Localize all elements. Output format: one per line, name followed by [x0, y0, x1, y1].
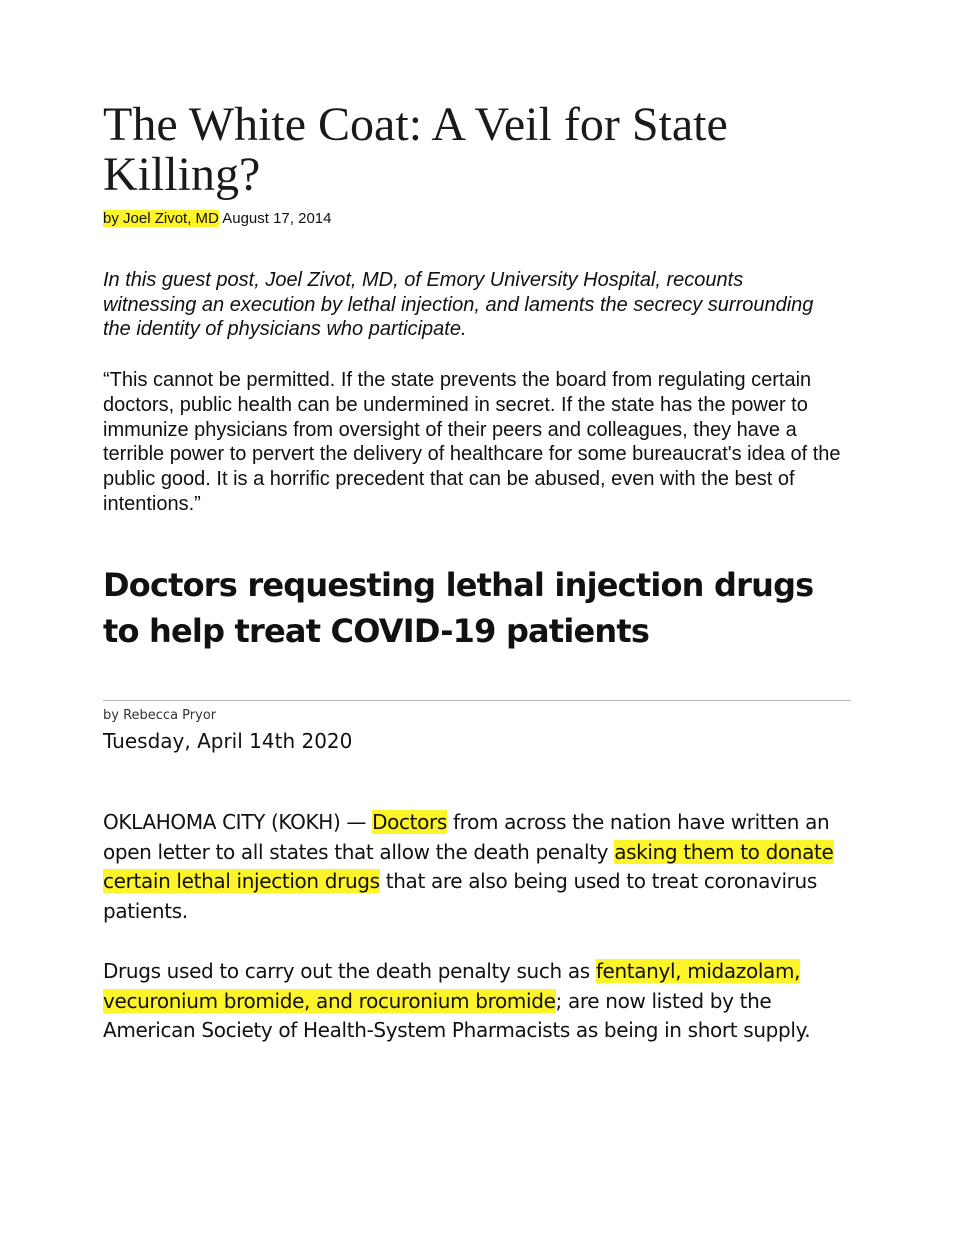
text-segment: from across the nation have written an open letter to all states that allow the death penalty	[103, 810, 830, 864]
highlighted-text: asking them to donate certain lethal injection drugs	[103, 839, 834, 893]
byline	[103, 210, 331, 228]
news-headline: Doctors requesting lethal injection drugs to help treat COVID-19 patients	[103, 566, 814, 650]
news-paragraph-1	[103, 808, 853, 926]
news-date: Tuesday, April 14th 2020	[103, 729, 353, 753]
quote-paragraph: “This cannot be permitted. If the state prevents the board from regulating certain doctors, public health can be undermined in secret. If the state has the power to immunize physicians from oversight of their peers and colleagues, they have a terrible power to pervert the delivery of healthcare for some bureaucrat's idea of the public good. It is a horrific precedent that can be abused, even with the best of intentions.”	[103, 369, 841, 515]
intro-paragraph: In this guest post, Joel Zivot, MD, of Emory University Hospital, recounts witnessing an execution by lethal injection, and laments the secrecy surrounding the identity of physicians who participate.	[103, 269, 814, 340]
highlighted-text: fentanyl, midazolam, vecuronium bromide, and rocuronium bromide	[103, 959, 801, 1013]
text-segment: Drugs used to carry out the death penalty such as	[103, 959, 596, 983]
text-segment: that are also being used to treat coronavirus patients.	[103, 869, 817, 923]
text-segment: OKLAHOMA CITY (KOKH) —	[103, 810, 373, 834]
article-title: The White Coat: A Veil for State Killing?	[103, 98, 728, 201]
byline-date: August 17, 2014	[222, 210, 332, 227]
news-author: by Rebecca Pryor	[103, 708, 217, 723]
news-paragraph-2	[103, 957, 853, 1046]
highlighted-text: Doctors	[372, 810, 447, 834]
text-segment: ; are now listed by the American Society of Health-System Pharmacists as being in short supply.	[103, 988, 811, 1042]
divider	[103, 700, 851, 701]
author-link[interactable]: by Joel Zivot, MD	[103, 210, 219, 227]
